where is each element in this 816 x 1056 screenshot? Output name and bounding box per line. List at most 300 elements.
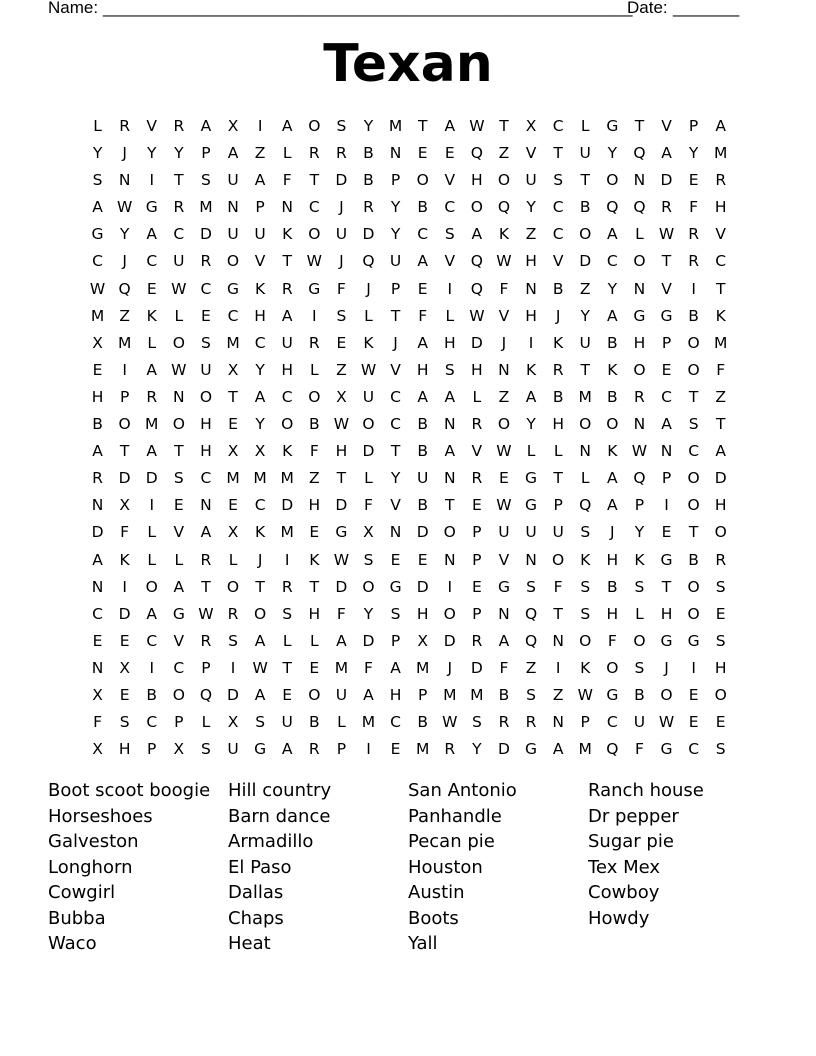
grid-letter[interactable]: O	[606, 171, 619, 190]
grid-letter[interactable]: R	[715, 171, 727, 190]
grid-letter[interactable]: A	[417, 387, 428, 406]
grid-letter[interactable]: U	[281, 333, 293, 352]
grid-letter[interactable]: P	[417, 685, 428, 704]
grid-letter[interactable]: W	[171, 360, 187, 379]
grid-letter[interactable]: E	[688, 685, 699, 704]
grid-letter[interactable]: T	[553, 469, 563, 488]
grid-letter[interactable]: V	[498, 550, 510, 569]
grid-letter[interactable]: D	[470, 333, 483, 352]
grid-letter[interactable]: U	[579, 144, 591, 163]
grid-letter[interactable]: N	[281, 198, 293, 217]
grid-letter[interactable]: Y	[174, 144, 184, 163]
grid-letter[interactable]: U	[227, 171, 239, 190]
grid-letter[interactable]: H	[525, 306, 537, 325]
grid-letter[interactable]: I	[312, 306, 317, 325]
grid-letter[interactable]: F	[716, 360, 726, 379]
grid-letter[interactable]: N	[200, 496, 212, 515]
grid-letter[interactable]: E	[309, 523, 320, 542]
grid-letter[interactable]: L	[472, 387, 482, 406]
grid-letter[interactable]: D	[199, 225, 212, 244]
grid-letter[interactable]: S	[173, 469, 184, 488]
grid-letter[interactable]: O	[443, 523, 456, 542]
grid-letter[interactable]: X	[363, 523, 374, 542]
grid-letter[interactable]: C	[390, 713, 401, 732]
grid-letter[interactable]: G	[660, 550, 673, 569]
grid-letter[interactable]: N	[633, 415, 646, 434]
grid-letter[interactable]: I	[691, 279, 696, 298]
grid-letter[interactable]: W	[469, 117, 485, 135]
grid-letter[interactable]: N	[91, 658, 104, 677]
grid-letter[interactable]: K	[282, 442, 293, 461]
grid-letter[interactable]: R	[173, 198, 185, 217]
grid-letter[interactable]: K	[282, 225, 293, 244]
grid-letter[interactable]: X	[92, 685, 103, 704]
grid-letter[interactable]: W	[198, 604, 214, 623]
grid-letter[interactable]: G	[145, 198, 158, 217]
grid-letter[interactable]: O	[172, 333, 185, 352]
grid-letter[interactable]: U	[227, 740, 239, 759]
grid-letter[interactable]: O	[281, 415, 294, 434]
grid-letter[interactable]: D	[281, 496, 294, 515]
grid-letter[interactable]: L	[635, 225, 644, 244]
grid-letter[interactable]: G	[687, 631, 700, 650]
grid-letter[interactable]: H	[443, 333, 456, 352]
grid-letter[interactable]: Y	[255, 360, 265, 379]
grid-letter[interactable]: S	[444, 360, 455, 379]
grid-letter[interactable]: Y	[607, 144, 618, 163]
grid-letter[interactable]: M	[226, 333, 240, 352]
grid-letter[interactable]: D	[443, 631, 456, 650]
grid-letter[interactable]: L	[526, 442, 536, 461]
grid-letter[interactable]: N	[633, 171, 646, 190]
grid-letter[interactable]: L	[553, 442, 563, 461]
grid-letter[interactable]: O	[633, 252, 646, 271]
grid-letter[interactable]: C	[254, 333, 266, 352]
grid-letter[interactable]: A	[607, 306, 618, 325]
grid-letter[interactable]: Q	[497, 198, 511, 217]
date-blank-line[interactable]: _______	[673, 0, 740, 17]
grid-letter[interactable]: S	[634, 658, 645, 677]
grid-letter[interactable]: J	[501, 333, 507, 352]
grid-letter[interactable]: D	[91, 523, 104, 542]
grid-letter[interactable]: N	[389, 144, 402, 163]
grid-letter[interactable]: S	[201, 740, 211, 759]
grid-letter[interactable]: O	[687, 577, 700, 596]
grid-letter[interactable]: D	[335, 496, 348, 515]
grid-letter[interactable]: K	[553, 333, 564, 352]
grid-letter[interactable]: M	[415, 658, 430, 677]
grid-letter[interactable]: D	[227, 685, 239, 704]
grid-letter[interactable]: K	[498, 225, 510, 244]
grid-letter[interactable]: Y	[363, 604, 374, 623]
grid-letter[interactable]: A	[336, 631, 347, 650]
grid-letter[interactable]: A	[607, 225, 618, 244]
grid-letter[interactable]: A	[417, 252, 428, 271]
grid-letter[interactable]: C	[227, 306, 239, 325]
grid-letter[interactable]: Q	[118, 279, 131, 298]
grid-letter[interactable]: R	[444, 740, 456, 759]
grid-letter[interactable]: P	[472, 604, 482, 623]
grid-letter[interactable]: H	[335, 442, 348, 461]
grid-letter[interactable]: K	[525, 360, 537, 379]
grid-letter[interactable]: W	[496, 252, 512, 271]
grid-letter[interactable]: A	[281, 117, 293, 135]
grid-letter[interactable]: A	[146, 604, 158, 623]
grid-letter[interactable]: A	[200, 523, 212, 542]
grid-letter[interactable]: F	[689, 198, 699, 217]
grid-letter[interactable]: L	[580, 117, 590, 135]
grid-letter[interactable]: R	[200, 631, 212, 650]
grid-letter[interactable]: R	[200, 252, 212, 271]
grid-letter[interactable]: P	[553, 496, 563, 515]
grid-letter[interactable]: E	[309, 658, 320, 677]
grid-letter[interactable]: A	[525, 387, 537, 406]
grid-letter[interactable]: Z	[119, 306, 130, 325]
grid-letter[interactable]: C	[254, 496, 266, 515]
grid-letter[interactable]: X	[227, 117, 239, 135]
grid-letter[interactable]: J	[610, 523, 615, 542]
grid-letter[interactable]: T	[445, 496, 455, 515]
grid-letter[interactable]: T	[174, 442, 184, 461]
grid-letter[interactable]: A	[552, 740, 564, 759]
grid-letter[interactable]: I	[366, 740, 371, 759]
grid-letter[interactable]: N	[118, 171, 131, 190]
grid-letter[interactable]: J	[122, 144, 127, 163]
grid-letter[interactable]: E	[499, 469, 509, 488]
grid-letter[interactable]: Q	[633, 144, 646, 163]
grid-letter[interactable]: B	[363, 171, 374, 190]
grid-letter[interactable]: O	[606, 415, 619, 434]
grid-letter[interactable]: Y	[390, 225, 401, 244]
grid-letter[interactable]: H	[525, 252, 537, 271]
grid-letter[interactable]: A	[471, 225, 483, 244]
grid-letter[interactable]: I	[122, 360, 127, 379]
grid-letter[interactable]: O	[633, 631, 646, 650]
grid-letter[interactable]: Q	[362, 252, 375, 271]
grid-letter[interactable]: A	[363, 685, 374, 704]
grid-letter[interactable]: A	[607, 496, 618, 515]
grid-letter[interactable]: C	[606, 252, 618, 271]
grid-letter[interactable]: H	[552, 415, 564, 434]
grid-letter[interactable]: S	[92, 171, 103, 190]
grid-letter[interactable]: B	[688, 306, 699, 325]
grid-letter[interactable]: T	[661, 577, 672, 596]
grid-letter[interactable]: N	[579, 442, 592, 461]
grid-letter[interactable]: T	[417, 117, 428, 135]
grid-letter[interactable]: H	[714, 198, 727, 217]
grid-letter[interactable]: Z	[254, 144, 266, 163]
grid-letter[interactable]: B	[146, 685, 158, 704]
grid-letter[interactable]: S	[336, 306, 347, 325]
grid-letter[interactable]: W	[631, 442, 648, 461]
grid-letter[interactable]: K	[580, 550, 591, 569]
grid-letter[interactable]: E	[92, 631, 103, 650]
grid-letter[interactable]: J	[339, 252, 344, 271]
grid-letter[interactable]: G	[227, 279, 240, 298]
grid-letter[interactable]: C	[146, 631, 158, 650]
grid-letter[interactable]: O	[172, 685, 185, 704]
grid-letter[interactable]: O	[470, 198, 483, 217]
grid-letter[interactable]: F	[282, 171, 292, 190]
grid-letter[interactable]: G	[497, 577, 510, 596]
grid-letter[interactable]: T	[282, 252, 292, 271]
grid-letter[interactable]: D	[416, 577, 429, 596]
grid-letter[interactable]: M	[714, 144, 728, 163]
grid-letter[interactable]: N	[173, 387, 185, 406]
grid-letter[interactable]: E	[661, 360, 672, 379]
grid-letter[interactable]: A	[607, 469, 618, 488]
grid-letter[interactable]: N	[552, 631, 564, 650]
grid-letter[interactable]: U	[173, 252, 185, 271]
grid-letter[interactable]: S	[715, 577, 726, 596]
grid-letter[interactable]: W	[171, 279, 187, 298]
grid-letter[interactable]: P	[472, 523, 482, 542]
grid-letter[interactable]: U	[200, 360, 212, 379]
grid-letter[interactable]: Y	[607, 279, 618, 298]
grid-letter[interactable]: V	[525, 144, 537, 163]
grid-letter[interactable]: T	[228, 387, 238, 406]
grid-letter[interactable]: E	[715, 604, 726, 623]
grid-letter[interactable]: E	[688, 713, 699, 732]
grid-letter[interactable]: C	[606, 713, 618, 732]
grid-letter[interactable]: N	[660, 442, 673, 461]
grid-letter[interactable]: O	[714, 523, 727, 542]
grid-letter[interactable]: I	[555, 658, 561, 677]
grid-letter[interactable]: P	[390, 631, 401, 650]
grid-letter[interactable]: A	[390, 658, 401, 677]
grid-letter[interactable]: C	[715, 252, 727, 271]
grid-letter[interactable]: X	[227, 713, 239, 732]
grid-letter[interactable]: M	[253, 469, 267, 488]
grid-letter[interactable]: M	[226, 469, 240, 488]
grid-letter[interactable]: D	[660, 171, 673, 190]
grid-letter[interactable]: R	[552, 360, 564, 379]
grid-letter[interactable]: N	[498, 604, 510, 623]
grid-letter[interactable]: D	[362, 225, 375, 244]
grid-letter[interactable]: X	[417, 631, 428, 650]
grid-letter[interactable]: A	[173, 577, 185, 596]
grid-letter[interactable]: F	[364, 658, 373, 677]
grid-letter[interactable]: B	[634, 685, 645, 704]
grid-letter[interactable]: R	[688, 252, 699, 271]
grid-letter[interactable]: D	[714, 469, 727, 488]
grid-letter[interactable]: B	[552, 387, 564, 406]
grid-letter[interactable]: N	[525, 279, 537, 298]
grid-letter[interactable]: R	[634, 387, 645, 406]
grid-letter[interactable]: U	[633, 713, 646, 732]
grid-letter[interactable]: H	[200, 442, 212, 461]
grid-letter[interactable]: Q	[199, 685, 213, 704]
grid-letter[interactable]: U	[552, 523, 564, 542]
grid-letter[interactable]: R	[471, 469, 483, 488]
grid-letter[interactable]: W	[252, 658, 268, 677]
grid-letter[interactable]: S	[255, 713, 266, 732]
grid-letter[interactable]: D	[145, 469, 158, 488]
grid-letter[interactable]: Z	[498, 387, 510, 406]
grid-letter[interactable]: C	[688, 740, 700, 759]
grid-letter[interactable]: R	[471, 631, 483, 650]
grid-letter[interactable]: H	[660, 604, 673, 623]
grid-letter[interactable]: A	[661, 144, 672, 163]
grid-letter[interactable]: M	[117, 333, 132, 352]
grid-letter[interactable]: O	[687, 604, 700, 623]
grid-letter[interactable]: M	[443, 685, 457, 704]
grid-letter[interactable]: C	[146, 713, 158, 732]
grid-letter[interactable]: A	[281, 306, 293, 325]
grid-letter[interactable]: K	[607, 360, 618, 379]
grid-letter[interactable]: J	[447, 658, 453, 677]
grid-letter[interactable]: R	[525, 713, 537, 732]
grid-letter[interactable]: B	[417, 415, 428, 434]
grid-letter[interactable]: L	[174, 550, 184, 569]
grid-letter[interactable]: T	[336, 469, 347, 488]
grid-letter[interactable]: B	[607, 387, 618, 406]
grid-letter[interactable]: A	[146, 225, 158, 244]
grid-letter[interactable]: C	[390, 387, 401, 406]
grid-letter[interactable]: A	[254, 171, 266, 190]
grid-letter[interactable]: M	[470, 685, 484, 704]
grid-letter[interactable]: Q	[606, 740, 619, 759]
grid-letter[interactable]: I	[528, 333, 534, 352]
grid-letter[interactable]: L	[364, 469, 373, 488]
grid-letter[interactable]: R	[715, 550, 727, 569]
grid-letter[interactable]: U	[416, 469, 429, 488]
grid-letter[interactable]: N	[91, 577, 104, 596]
grid-letter[interactable]: J	[339, 198, 344, 217]
grid-letter[interactable]: R	[471, 415, 483, 434]
grid-letter[interactable]: X	[227, 442, 239, 461]
grid-letter[interactable]: C	[200, 469, 212, 488]
grid-letter[interactable]: N	[552, 713, 564, 732]
grid-letter[interactable]: E	[228, 496, 238, 515]
grid-letter[interactable]: C	[688, 442, 700, 461]
grid-letter[interactable]: U	[498, 523, 510, 542]
grid-letter[interactable]: D	[416, 523, 429, 542]
grid-letter[interactable]: E	[417, 144, 428, 163]
grid-letter[interactable]: K	[255, 279, 266, 298]
grid-letter[interactable]: S	[201, 171, 211, 190]
grid-letter[interactable]: A	[227, 144, 239, 163]
grid-letter[interactable]: K	[580, 658, 591, 677]
grid-letter[interactable]: E	[390, 550, 401, 569]
grid-letter[interactable]: W	[333, 415, 350, 434]
grid-letter[interactable]: Y	[255, 415, 265, 434]
grid-letter[interactable]: K	[634, 550, 645, 569]
grid-letter[interactable]: S	[580, 577, 591, 596]
grid-letter[interactable]: W	[658, 713, 675, 732]
grid-letter[interactable]: Q	[579, 496, 592, 515]
grid-letter[interactable]: L	[174, 306, 184, 325]
grid-letter[interactable]: T	[201, 577, 211, 596]
grid-letter[interactable]: G	[606, 685, 619, 704]
grid-letter[interactable]: O	[308, 387, 321, 406]
grid-letter[interactable]: E	[471, 496, 482, 515]
grid-letter[interactable]: T	[174, 171, 184, 190]
grid-letter[interactable]: S	[634, 577, 645, 596]
grid-letter[interactable]: W	[116, 198, 133, 217]
grid-letter[interactable]: B	[688, 550, 699, 569]
grid-letter[interactable]: F	[336, 604, 346, 623]
grid-letter[interactable]: W	[89, 279, 106, 298]
grid-letter[interactable]: O	[362, 577, 375, 596]
grid-letter[interactable]: G	[91, 225, 104, 244]
grid-letter[interactable]: T	[553, 604, 563, 623]
grid-letter[interactable]: Y	[390, 469, 401, 488]
grid-letter[interactable]: Z	[552, 685, 564, 704]
grid-letter[interactable]: O	[660, 685, 673, 704]
grid-letter[interactable]: V	[173, 523, 185, 542]
grid-letter[interactable]: E	[119, 631, 130, 650]
grid-letter[interactable]: E	[92, 360, 103, 379]
grid-letter[interactable]: E	[715, 713, 726, 732]
grid-letter[interactable]: X	[227, 360, 239, 379]
grid-letter[interactable]: A	[444, 117, 456, 135]
grid-letter[interactable]: F	[553, 577, 563, 596]
grid-letter[interactable]: C	[552, 198, 564, 217]
grid-letter[interactable]: Y	[526, 415, 536, 434]
grid-letter[interactable]: W	[469, 306, 485, 325]
grid-letter[interactable]: H	[471, 360, 483, 379]
grid-letter[interactable]: X	[254, 442, 266, 461]
grid-letter[interactable]: P	[661, 469, 672, 488]
grid-letter[interactable]: H	[714, 658, 727, 677]
grid-letter[interactable]: V	[254, 252, 266, 271]
grid-letter[interactable]: V	[146, 117, 158, 135]
grid-letter[interactable]: R	[336, 144, 347, 163]
grid-letter[interactable]: S	[526, 577, 536, 596]
grid-letter[interactable]: V	[471, 442, 483, 461]
grid-letter[interactable]: W	[306, 252, 322, 271]
grid-letter[interactable]: G	[525, 496, 538, 515]
grid-letter[interactable]: L	[580, 469, 590, 488]
grid-letter[interactable]: X	[92, 333, 103, 352]
grid-letter[interactable]: M	[578, 387, 592, 406]
grid-letter[interactable]: O	[416, 171, 429, 190]
grid-letter[interactable]: C	[200, 279, 212, 298]
grid-letter[interactable]: T	[553, 144, 563, 163]
grid-letter[interactable]: N	[443, 469, 456, 488]
grid-letter[interactable]: T	[309, 577, 320, 596]
grid-letter[interactable]: U	[227, 225, 239, 244]
grid-letter[interactable]: G	[660, 306, 673, 325]
grid-letter[interactable]: L	[147, 333, 157, 352]
grid-letter[interactable]: A	[92, 550, 103, 569]
grid-letter[interactable]: B	[417, 496, 428, 515]
grid-letter[interactable]: Q	[470, 252, 483, 271]
grid-letter[interactable]: L	[282, 631, 292, 650]
grid-letter[interactable]: O	[497, 415, 511, 434]
grid-letter[interactable]: O	[579, 631, 592, 650]
grid-letter[interactable]: E	[417, 279, 428, 298]
grid-letter[interactable]: F	[499, 658, 509, 677]
grid-letter[interactable]: A	[281, 740, 293, 759]
grid-letter[interactable]: N	[91, 496, 104, 515]
grid-letter[interactable]: O	[226, 577, 240, 596]
grid-letter[interactable]: H	[389, 685, 402, 704]
grid-letter[interactable]: F	[607, 631, 617, 650]
grid-letter[interactable]: J	[366, 279, 371, 298]
grid-letter[interactable]: J	[555, 306, 561, 325]
grid-letter[interactable]: K	[146, 306, 157, 325]
grid-letter[interactable]: K	[607, 442, 618, 461]
grid-letter[interactable]: M	[361, 713, 376, 732]
grid-letter[interactable]: X	[525, 117, 537, 135]
grid-letter[interactable]: O	[443, 604, 456, 623]
grid-letter[interactable]: R	[173, 117, 185, 135]
grid-letter[interactable]: P	[174, 713, 184, 732]
grid-letter[interactable]: S	[390, 604, 401, 623]
grid-letter[interactable]: U	[335, 685, 348, 704]
